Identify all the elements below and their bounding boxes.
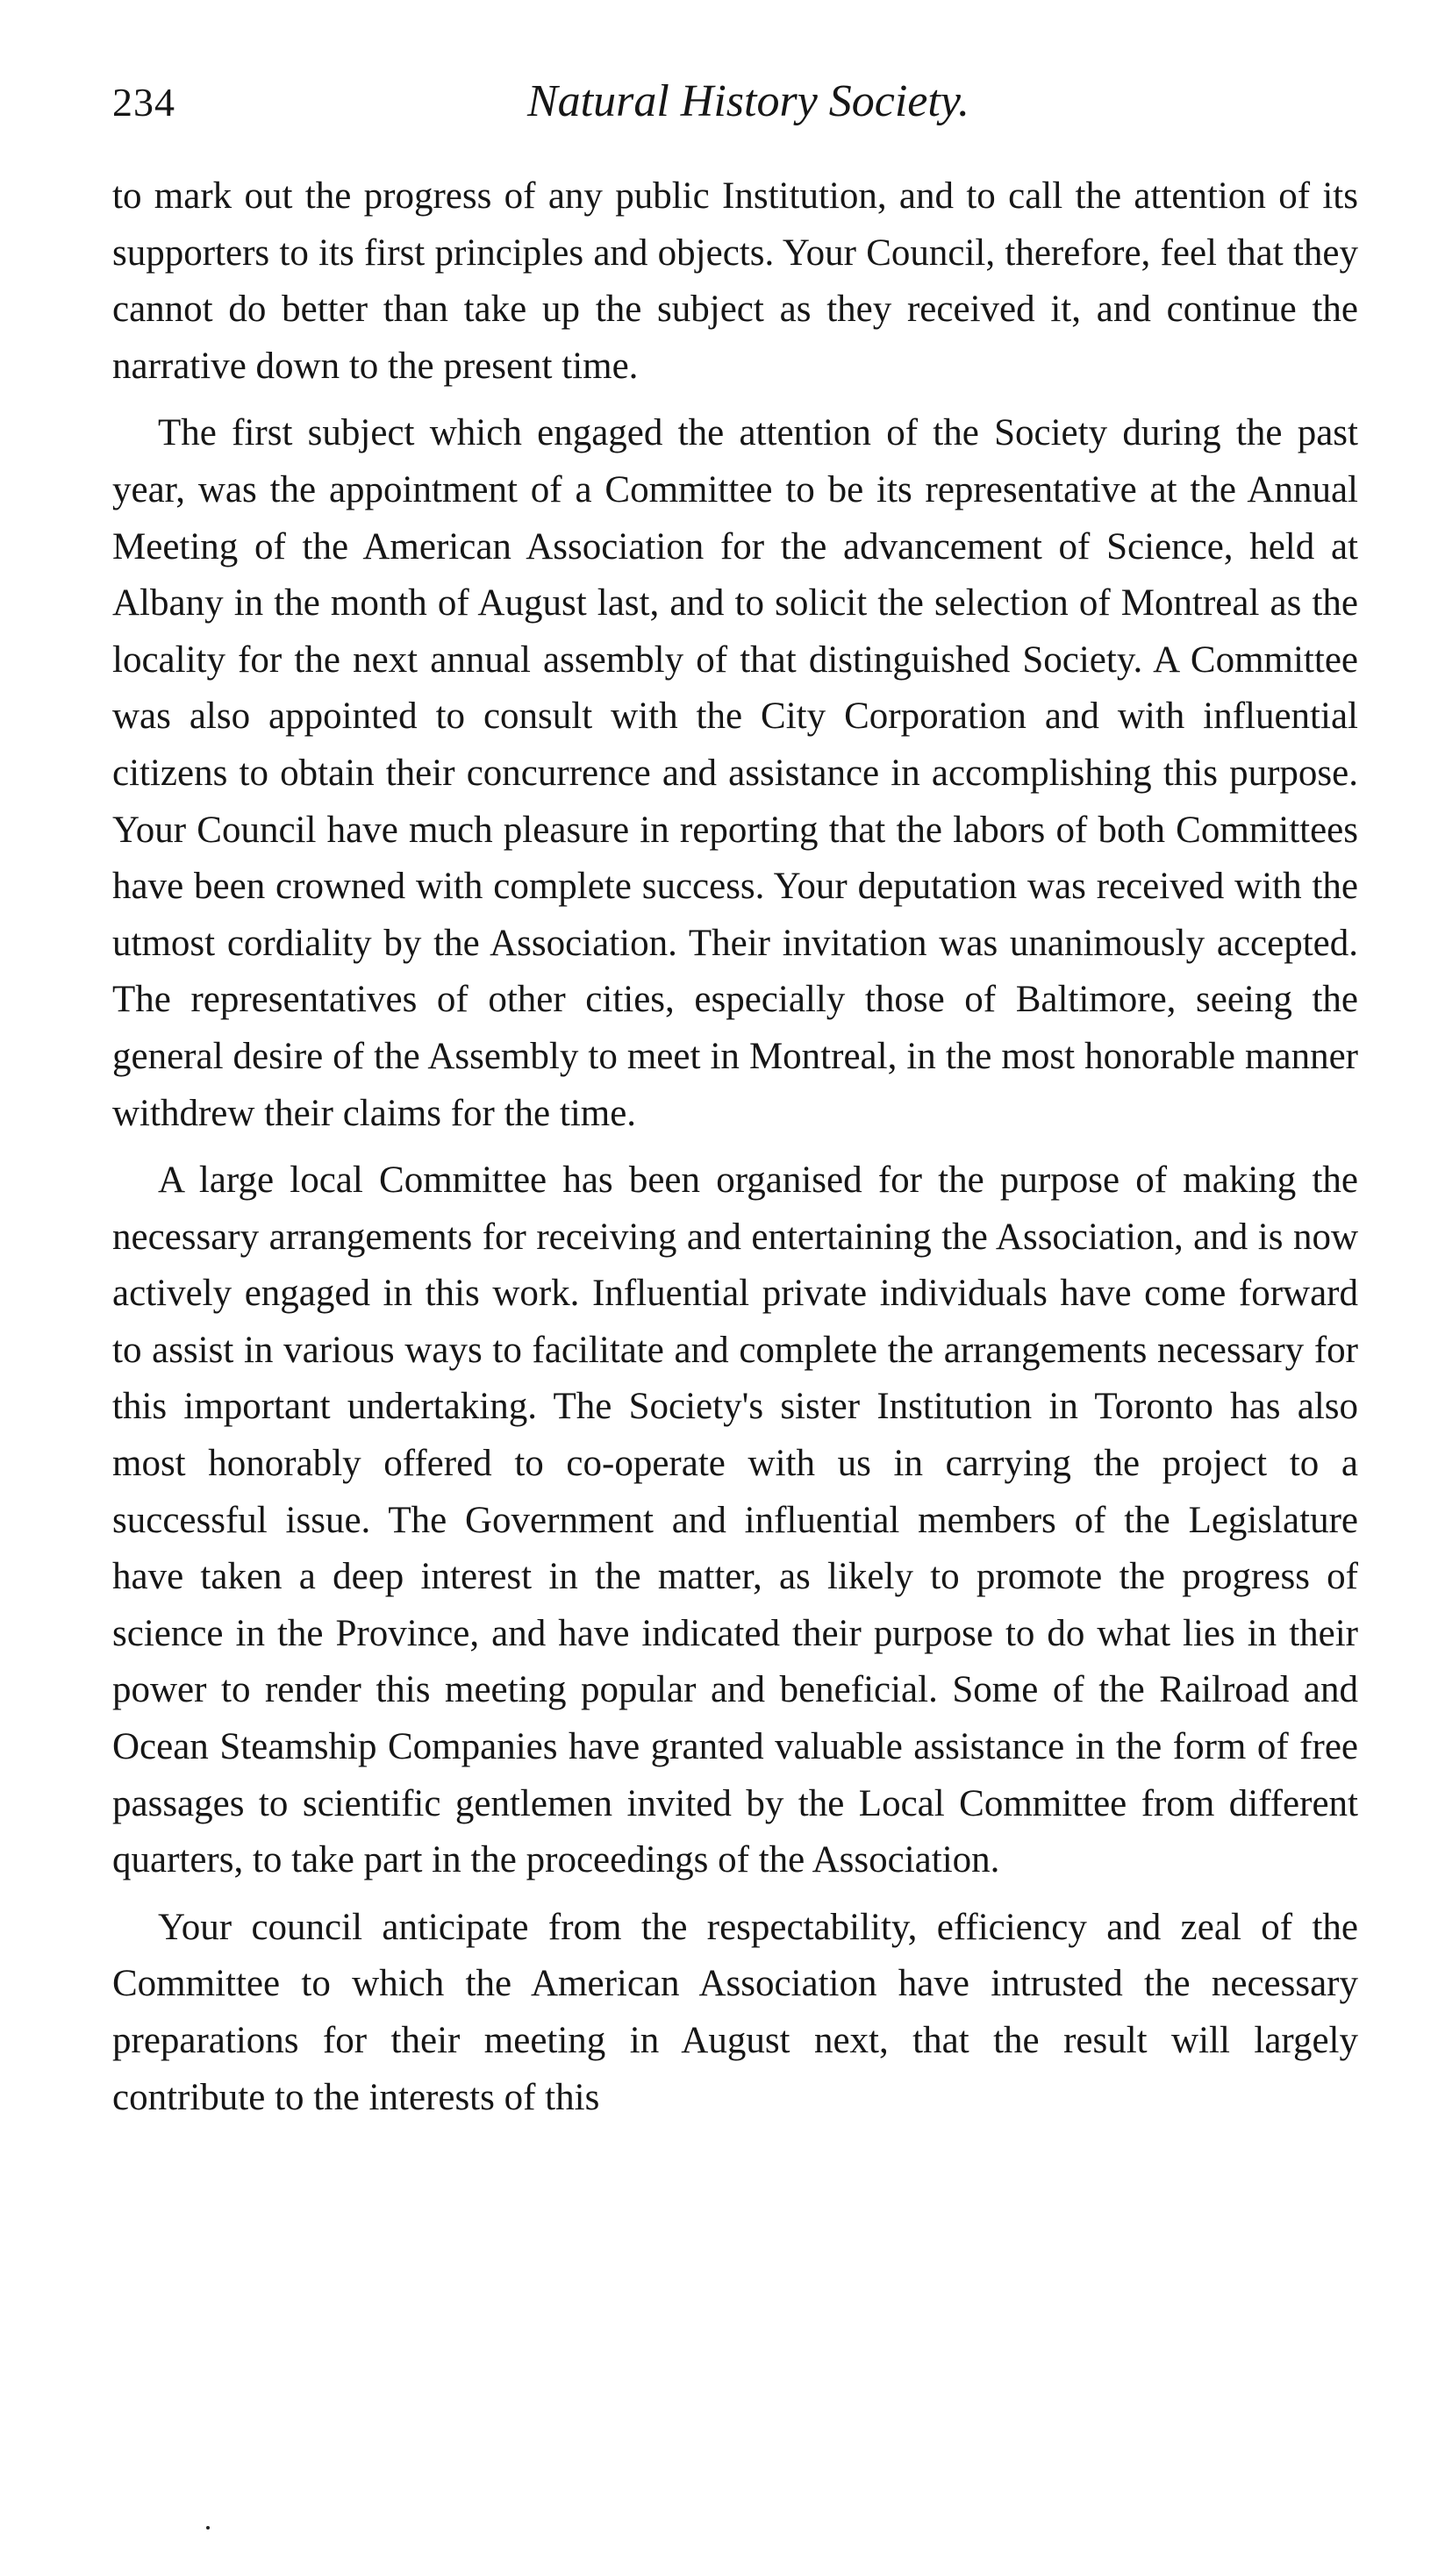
book-page <box>112 75 1358 2522</box>
page-number: 234 <box>112 80 175 125</box>
paragraph-continuation: to mark out the progress of any public Institution, and to call the attention of its supporters to its first principles and objects. Your Council, therefore, feel that they cannot do better than take up the subject as they received it, and continue the narrative down to the present time. <box>112 175 1358 387</box>
paragraph-local-committee: A large local Committee has been organised for the purpose of making the necessary arrangements for receiving and entertaining the Association, and is now actively engaged in this work. Influential private individuals have come forward to assist in various ways to facilitate and complete the arrangements necessary for this important undertaking. The Society's sister Institution in Toronto has also most honorably offered to co-operate with us in carrying the project to a successful issue. The Government and influential members of the Legislature have taken a deep interest in the matter, as likely to promote the progress of science in the Province, and have indicated their purpose to do what lies in their power to render this meeting popular and beneficial. Some of the Railroad and Ocean Steamship Companies have granted valuable assistance in the form of free passages to scientific gentlemen invited by the Local Committee from different quarters, to take part in the proceedings of the Association. <box>112 1160 1358 1881</box>
print-speck <box>206 2526 210 2530</box>
paragraph-council-anticipate: Your council anticipate from the respectability, efficiency and zeal of the Committee to which the American Association have intrusted the necessary preparations for their meeting in August next, that the result will largely contribute to the interests of this <box>112 1906 1358 2118</box>
paragraph-first-subject: The first subject which engaged the attention of the Society during the past year, was the appointment of a Committee to be its representative at the Annual Meeting of the American Association for the advancement of Science, held at Albany in the month of August last, and to solicit the selection of Montreal as the locality for the next annual assembly of that distinguished Society. A Committee was also appointed to consult with the City Corporation and with influential citizens to obtain their concurrence and assistance in accomplishing this purpose. Your Council have much pleasure in reporting that the labors of both Committees have been crowned with complete success. Your deputation was received with the utmost cordiality by the Association. Their invitation was unanimously accepted. The representatives of other cities, especially those of Baltimore, seeing the general desire of the Assembly to meet in Montreal, in the most honorable manner withdrew their claims for the time. <box>112 412 1358 1134</box>
running-title: Natural History Society. <box>526 76 970 126</box>
body-text <box>112 168 1358 2126</box>
running-head <box>112 75 1358 144</box>
